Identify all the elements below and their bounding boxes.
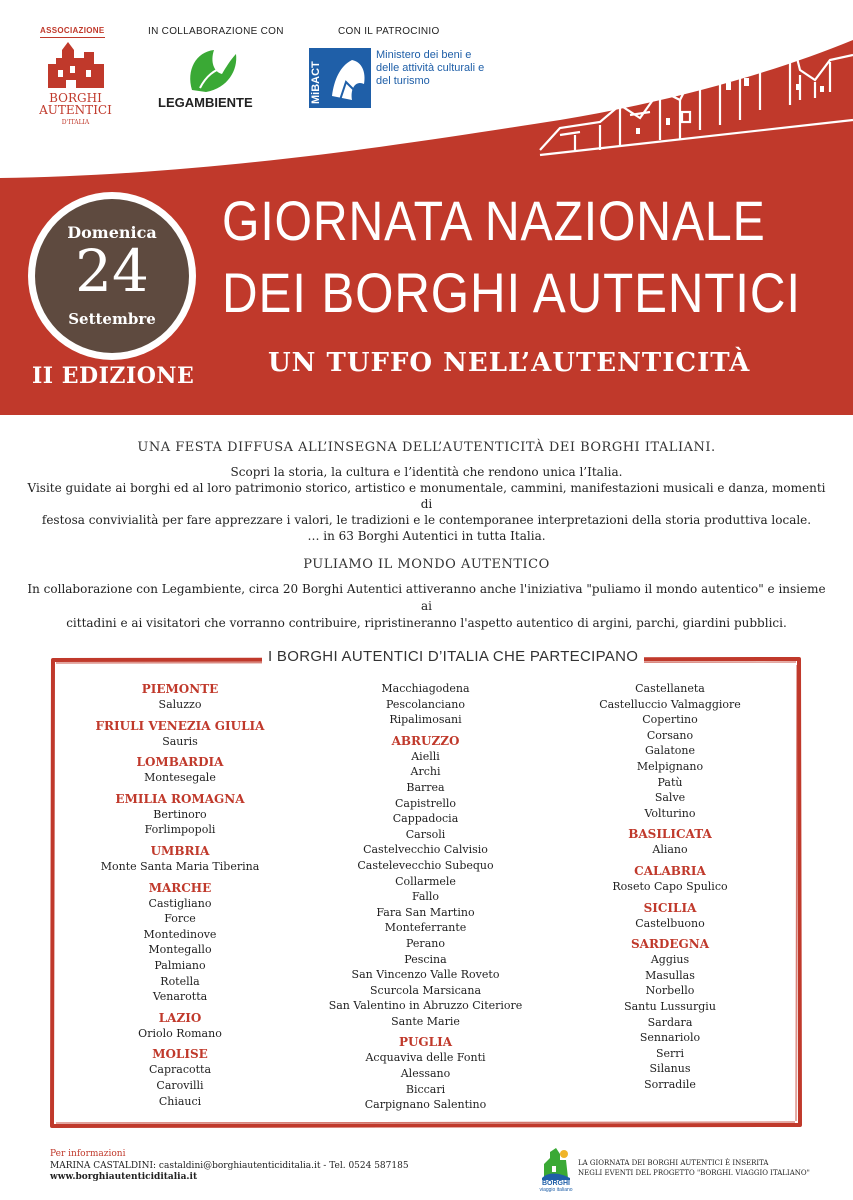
borgo-name: Venarotta [152, 990, 208, 1004]
borgo-name: Castigliano [148, 896, 212, 910]
region-heading: SICILIA [643, 900, 697, 915]
borghi-logo-subtitle: D'ITALIA [61, 119, 90, 126]
intro-line: Scopri la storia, la cultura e l’identità che rendono unica l’Italia. [230, 465, 623, 479]
region-heading: MOLISE [152, 1047, 208, 1062]
intro-line: … in 63 Borghi Autentici in tutta Italia. [307, 529, 546, 543]
borgo-name: Montesegale [144, 771, 216, 785]
borgo-name: Sennariolo [639, 1031, 701, 1045]
footer-website-link[interactable]: www.borghiautenticiditalia.it [50, 1172, 198, 1182]
borgo-name: Silanus [649, 1062, 691, 1076]
participants-title: I BORGHI AUTENTICI D’ITALIA CHE PARTECIPANO [262, 648, 644, 665]
borgo-name: Roseto Capo Spulico [612, 879, 728, 893]
borgo-name: Norbello [645, 984, 695, 998]
cleanup-heading: PULIAMO IL MONDO AUTENTICO [303, 557, 550, 572]
borgo-name: Capracotta [148, 1063, 211, 1077]
date-month: Settembre [68, 310, 156, 328]
intro-heading: UNA FESTA DIFFUSA ALL’INSEGNA DELL’AUTENTICITÀ DEI BORGHI ITALIANI. [137, 440, 716, 455]
borgo-name: Sante Marie [391, 1014, 460, 1028]
intro-line: Visite guidate ai borghi ed al loro patrimonio storico, artistico e monumentale, cammini, manifestazioni musicali e danza, momenti di [27, 481, 826, 511]
borgo-name: Collarmele [395, 874, 456, 888]
page-subtitle: UN TUFFO NELL’AUTENTICITÀ [268, 348, 751, 378]
borgo-name: Castelvecchio Calvisio [363, 843, 488, 857]
borgo-name: Castellaneta [635, 682, 705, 695]
borgo-name: Castelluccio Valmaggiore [599, 697, 741, 711]
footer-note-line: NEGLI EVENTI DEL PROGETTO "BORGHI. VIAGGIO ITALIANO" [578, 1169, 810, 1177]
borgo-name: Capistrello [394, 796, 457, 810]
borgo-name: Sardara [647, 1015, 693, 1029]
intro-paragraph [20, 464, 833, 544]
borgo-name: Fallo [411, 890, 440, 904]
date-day-number: 24 [75, 237, 149, 305]
borgo-name: Aggius [650, 953, 690, 967]
borgo-name: Pescolanciano [386, 697, 465, 711]
region-heading: CALABRIA [634, 863, 706, 878]
borgo-name: Forlimpopoli [144, 823, 216, 837]
mibact-tag: MiBACT [310, 61, 322, 104]
borgo-name: Barrea [406, 780, 445, 794]
borgo-name: Castelbuono [635, 916, 705, 930]
borgo-name: Ripalimosani [389, 713, 462, 727]
borgo-name: Salve [654, 791, 686, 805]
region-heading: FRIULI VENEZIA GIULIA [95, 718, 265, 733]
legambiente-wordmark: LEGAMBIENTE [158, 95, 253, 110]
cleanup-line: cittadini e ai visitatori che vorranno contribuire, ripristineranno l'aspetto autentico di argini, parchi, giardini pubblici. [66, 616, 787, 630]
borgo-name: Copertino [642, 713, 698, 727]
borgo-name: Biccari [405, 1082, 446, 1096]
borgo-name: Chiauci [158, 1094, 202, 1108]
collaborazione-label: IN COLLABORAZIONE CON [148, 26, 284, 37]
borgo-name: Monteferrante [384, 921, 467, 935]
date-day-name: Domenica [67, 223, 157, 242]
edition-label: II EDIZIONE [32, 363, 195, 389]
borghi-autentici-logo [48, 42, 104, 88]
footer-contact-line: MARINA CASTALDINI: castaldini@borghiautenticiditalia.it - Tel. 0524 587185 [50, 1160, 409, 1171]
participants-column-2 [318, 681, 533, 1113]
participants-column-3 [570, 681, 770, 1092]
borgo-name: Bertinoro [153, 807, 207, 821]
date-badge [28, 192, 196, 360]
borgo-name: Santu Lussurgiu [624, 999, 716, 1013]
borgo-name: Aielli [411, 749, 440, 763]
page-title-line-2: DEI BORGHI AUTENTICI [222, 261, 801, 324]
region-heading: LAZIO [158, 1010, 202, 1025]
borgo-name: Melpignano [636, 759, 704, 773]
borgo-name: Monte Santa Maria Tiberina [100, 859, 260, 873]
page-title-line-1: GIORNATA NAZIONALE [222, 189, 766, 252]
footer-logo-sub: viaggio italiano [539, 1187, 573, 1193]
borgo-name: Aliano [652, 843, 688, 857]
cleanup-paragraph [20, 581, 833, 632]
borgo-name: Fara San Martino [376, 905, 475, 919]
borgo-name: Saluzzo [158, 698, 202, 711]
borgo-name: Cappadocia [392, 812, 459, 826]
borgo-name: Palmiano [154, 958, 206, 972]
date-badge-inner [35, 199, 189, 353]
borgo-name: Rotella [160, 974, 200, 988]
borgo-name: Carpignano Salentino [364, 1098, 487, 1112]
borgo-name: Archi [410, 765, 441, 779]
borgo-name: Oriolo Romano [138, 1026, 222, 1040]
mibact-wordmark: Ministero dei beni e delle attività culturali e del turismo [376, 49, 485, 87]
footer-info-label: Per informazioni [50, 1149, 126, 1159]
region-heading: LOMBARDIA [136, 755, 224, 770]
borgo-name: Pescina [404, 952, 447, 966]
region-heading: UMBRIA [150, 843, 210, 858]
borgo-name: Sauris [162, 734, 198, 748]
borgo-name: Macchiagodena [381, 682, 470, 695]
borgo-name: Patù [657, 775, 683, 789]
borgo-name: Corsano [646, 728, 694, 742]
borgo-name: Scurcola Marsicana [370, 983, 481, 997]
borghi-logo-wordmark: BORGHI AUTENTICI [39, 91, 112, 117]
footer-note [578, 1158, 810, 1178]
borgo-name: Masullas [645, 968, 695, 982]
region-heading: EMILIA ROMAGNA [115, 791, 245, 806]
region-heading: BASILICATA [628, 827, 712, 842]
associazione-label: ASSOCIAZIONE [40, 26, 105, 38]
borgo-name: Serri [655, 1046, 685, 1060]
footer-logo-name: BORGHI [542, 1180, 570, 1187]
borgo-name: Sorradile [644, 1077, 696, 1091]
footer-contact [50, 1149, 409, 1184]
intro-line: festosa convivialità per fare apprezzare i valori, le tradizioni e le contemporanee interpretazioni della storia produttiva locale. [41, 513, 812, 527]
borgo-name: Castelevecchio Subequo [357, 858, 494, 872]
footer-logo-wordmark [534, 1180, 578, 1193]
participants-column-1 [85, 681, 275, 1109]
header-banner [0, 0, 853, 415]
borgo-name: Volturino [644, 806, 696, 820]
borgo-name: Galatone [644, 744, 696, 758]
footer-note-line: LA GIORNATA DEI BORGHI AUTENTICI È INSERITA [578, 1159, 769, 1167]
region-heading: PIEMONTE [141, 682, 219, 696]
region-heading: SARDEGNA [630, 937, 710, 952]
borgo-name: Force [164, 912, 196, 926]
borgo-name: Alessano [400, 1067, 451, 1081]
borgo-name: Carsoli [405, 827, 446, 841]
legambiente-logo [190, 50, 236, 92]
region-heading: MARCHE [148, 880, 212, 895]
borgo-name: San Valentino in Abruzzo Citeriore [328, 999, 523, 1013]
borgo-name: Acquaviva delle Fonti [365, 1051, 486, 1065]
borgo-name: Montedinove [143, 927, 217, 941]
region-heading: ABRUZZO [391, 733, 460, 748]
region-heading: PUGLIA [398, 1035, 453, 1050]
cleanup-line: In collaborazione con Legambiente, circa 20 Borghi Autentici attiveranno anche l'iniziativa "puliamo il mondo autentico" e insieme ai [27, 582, 826, 613]
borgo-name: San Vincenzo Valle Roveto [351, 968, 500, 982]
borgo-name: Perano [406, 936, 445, 950]
borgo-name: Montegallo [148, 943, 212, 957]
borgo-name: Carovilli [156, 1078, 204, 1092]
patrocinio-label: CON IL PATROCINIO [338, 26, 440, 37]
